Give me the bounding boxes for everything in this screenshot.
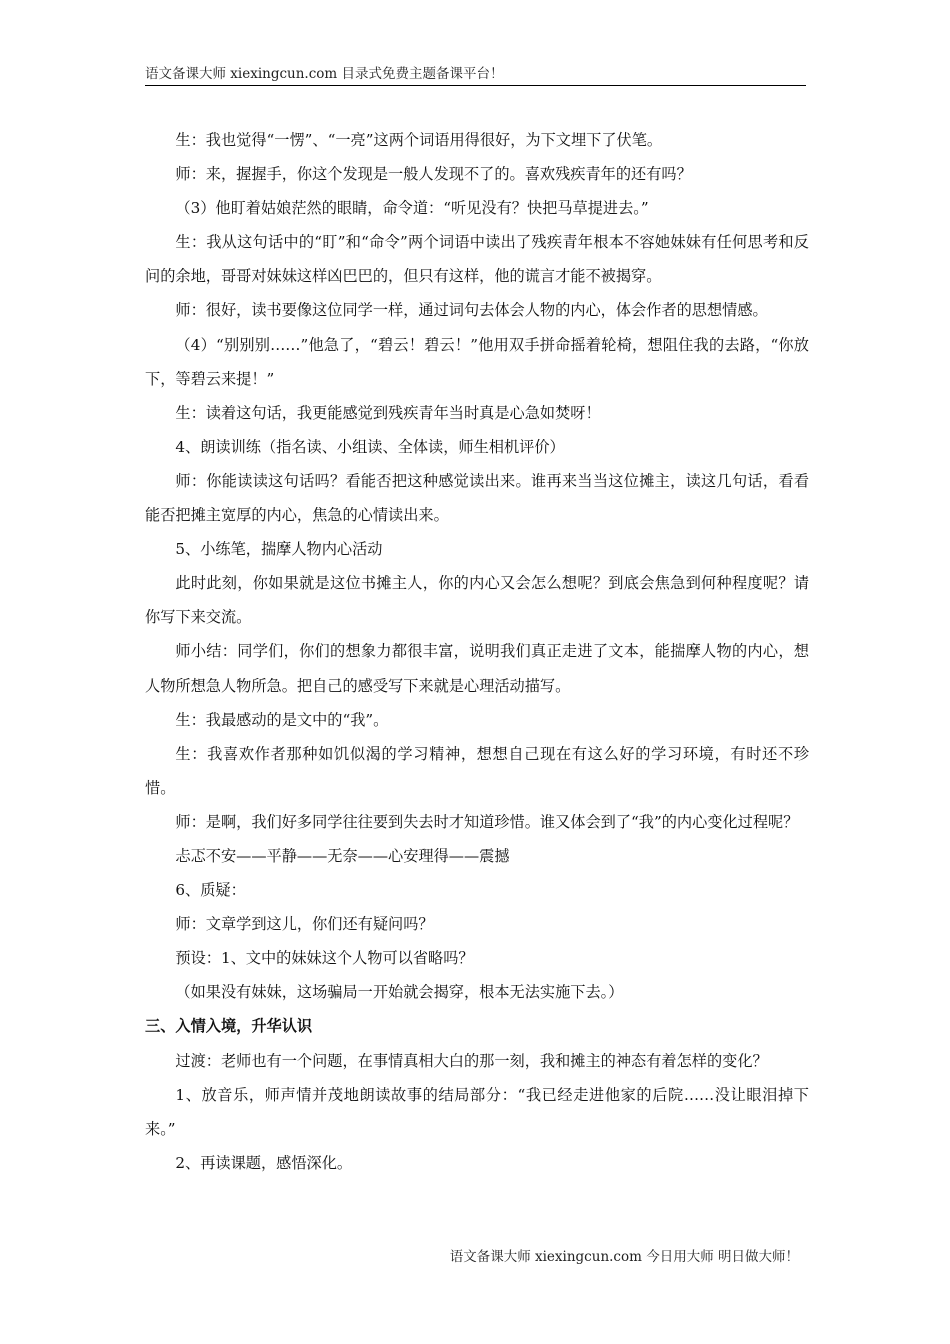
paragraph: 生：我喜欢作者那种如饥似渴的学习精神，想想自己现在有这么好的学习环境，有时还不珍惜。 xyxy=(145,744,809,797)
paragraph: 生：我也觉得“一愣”、“一亮”这两个词语用得很好，为下文埋下了伏笔。 xyxy=(175,131,663,149)
paragraph: 此时此刻，你如果就是这位书摊主人，你的内心又会怎么想呢？到底会焦急到何种程度呢？请你写下来交流。 xyxy=(145,574,809,627)
paragraph: 忐忑不安——平静——无奈——心安理得——震撼 xyxy=(175,846,510,865)
paragraph: 师：文章学到这儿，你们还有疑问吗？ xyxy=(175,915,434,934)
paragraph: 生：读着这句话，我更能感觉到残疾青年当时真是心急如焚呀！ xyxy=(175,403,601,422)
paragraph: 师：你能读读这句话吗？看能否把这种感觉读出来。谁再来当当这位摊主，读这几句话，看看能否把摊主宽厚的内心，焦急的心情读出来。 xyxy=(145,471,809,525)
section-heading: 三、入情入境，升华认识 xyxy=(145,1017,313,1036)
paragraph: 2、再读课题，感悟深化。 xyxy=(175,1153,353,1172)
paragraph: 6、质疑： xyxy=(175,881,246,900)
paragraph: 4、朗读训练（指名读、小组读、全体读，师生相机评价） xyxy=(175,437,565,456)
document-body xyxy=(145,123,809,1180)
paragraph: （4）“别别别……”他急了，“碧云！碧云！”他用双手拼命摇着轮椅，想阻住我的去路，“你放下，等碧云来提！” xyxy=(145,335,809,388)
page-footer: 语文备课大师 xiexingcun.com 今日用大师 明日做大师！ xyxy=(449,1249,799,1265)
paragraph: （如果没有妹妹，这场骗局一开始就会揭穿，根本无法实施下去。） xyxy=(175,983,624,1002)
paragraph: 5、小练笔，揣摩人物内心活动 xyxy=(175,540,383,559)
paragraph: 1、放音乐，师声情并茂地朗读故事的结局部分：“我已经走进他家的后院……没让眼泪掉下来。” xyxy=(145,1085,809,1138)
paragraph: 师小结：同学们，你们的想象力都很丰富，说明我们真正走进了文本，能揣摩人物的内心，想人物所想急人物所急。把自己的感受写下来就是心理活动描写。 xyxy=(145,642,809,695)
paragraph: 预设：1、文中的妹妹这个人物可以省略吗？ xyxy=(175,949,474,968)
paragraph: 生：我最感动的是文中的“我”。 xyxy=(175,710,389,729)
paragraph: 师：是啊，我们好多同学往往要到失去时才知道珍惜。谁又体会到了“我”的内心变化过程呢？ xyxy=(175,812,799,831)
paragraph: 师：来，握握手，你这个发现是一般人发现不了的。喜欢残疾青年的还有吗？ xyxy=(175,165,692,184)
paragraph: （3）他盯着姑娘茫然的眼睛，命令道：“听见没有？快把马草提进去。” xyxy=(175,199,649,218)
page-header: 语文备课大师 xiexingcun.com 目录式免费主题备课平台！ xyxy=(145,64,806,86)
paragraph: 生：我从这句话中的“盯”和“命令”两个词语中读出了残疾青年根本不容她妹妹有任何思考和反问的余地，哥哥对妹妹这样凶巴巴的，但只有这样，他的谎言才能不被揭穿。 xyxy=(145,233,809,286)
paragraph: 过渡：老师也有一个问题，在事情真相大白的那一刻，我和摊主的神态有着怎样的变化？ xyxy=(175,1051,768,1070)
paragraph: 师：很好，读书要像这位同学一样，通过词句去体会人物的内心，体会作者的思想情感。 xyxy=(175,301,768,320)
